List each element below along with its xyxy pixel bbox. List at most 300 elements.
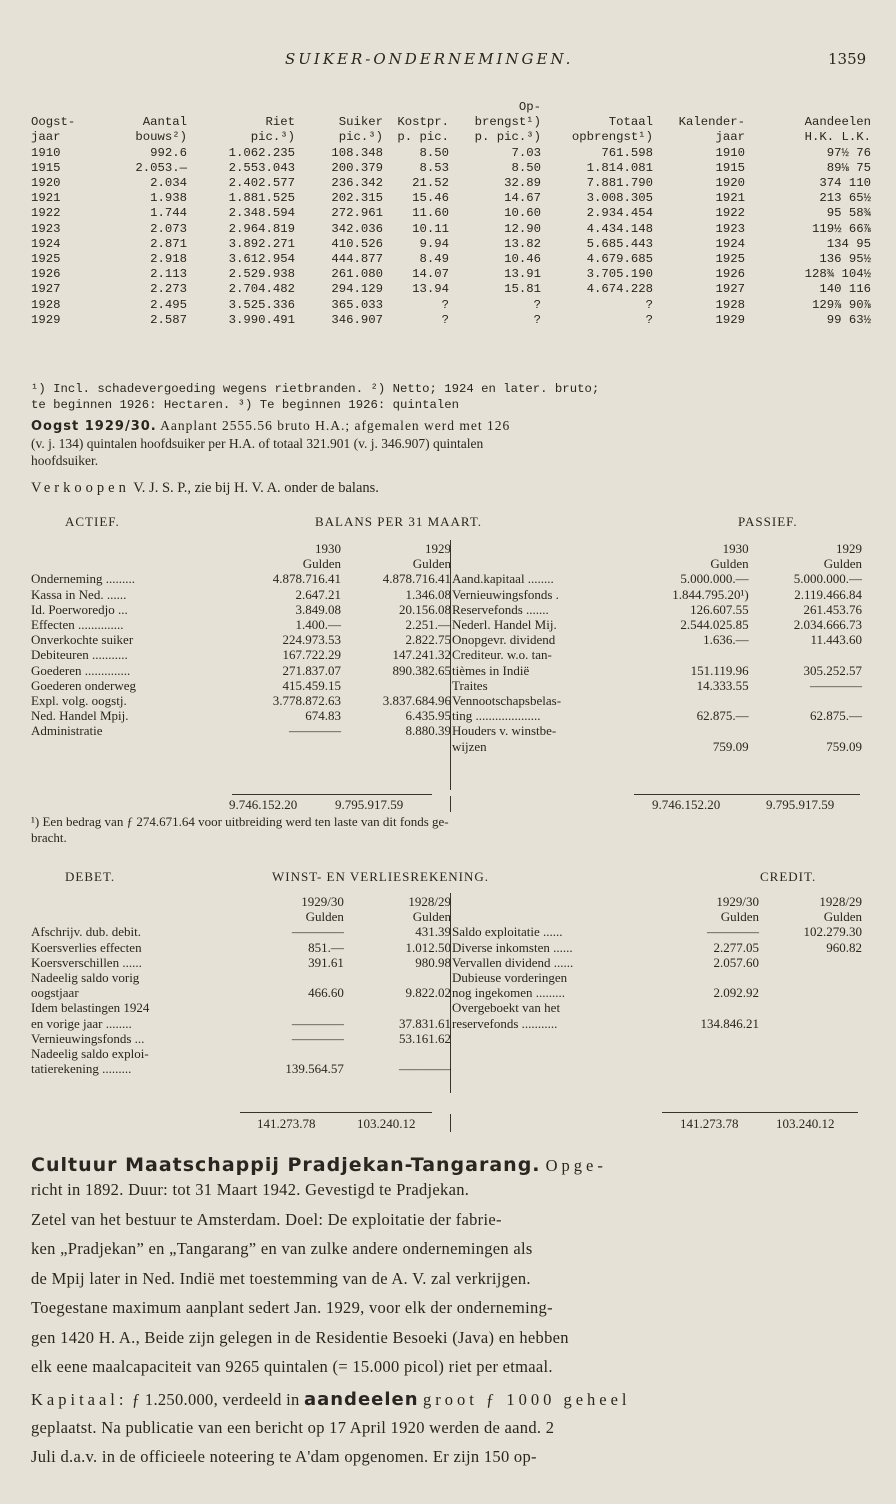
production-row-cell: 1927 — [31, 282, 61, 297]
balans-actief-sum-line — [232, 794, 432, 795]
passief-row — [452, 663, 862, 678]
credit-row-cell: 134.846.21 — [700, 1015, 759, 1031]
debet-row-cell: 53.161.62 — [399, 1030, 451, 1046]
kapitaal-label: Kapitaal: — [31, 1390, 128, 1409]
actief-row-cell: Onderneming ......... — [31, 571, 135, 587]
production-row-cell: 1922 — [715, 206, 745, 221]
year-col-2: 1929 — [836, 541, 862, 557]
winst-debet-total-1: 141.273.78 — [257, 1116, 316, 1131]
debet-row-cell: ———— — [291, 1030, 344, 1046]
production-row-cell: 1923 — [715, 221, 745, 236]
production-row-cell: 128¾ 104½ — [804, 267, 871, 282]
production-note-1: ¹) Incl. schadevergoeding wegens rietbranden. ²) Netto; 1924 en later. bruto; — [31, 382, 600, 396]
production-row-cell: 15.46 — [412, 191, 449, 206]
production-row-cell: 1.062.235 — [228, 145, 295, 160]
balans-footnote-2: bracht. — [31, 830, 67, 845]
credit-row — [452, 1016, 862, 1031]
production-row — [31, 267, 871, 282]
production-row-cell: ? — [645, 312, 653, 327]
production-row-cell: 4.674.228 — [586, 282, 653, 297]
credit-row — [452, 970, 862, 985]
production-row-cell: 1.938 — [150, 191, 187, 206]
passief-row-cell — [627, 647, 749, 662]
kapitaal-text-1: ƒ 1.250.000, verdeeld in — [131, 1390, 300, 1409]
company-text-line: de Mpij later in Ned. Indië met toestemming van de A. V. zal verkrijgen. — [31, 1268, 531, 1288]
credit-row-cell — [759, 1016, 862, 1031]
production-row-cell: 200.379 — [331, 160, 383, 175]
actief-row-cell: Id. Poerworedjo ... — [31, 601, 128, 617]
production-row-cell: 236.342 — [331, 176, 383, 191]
passief-row-cell: 11.443.60 — [810, 632, 862, 648]
winst-credit-title: CREDIT. — [760, 869, 817, 884]
column-unit-row — [31, 556, 451, 571]
company-text-line: Toegestane maximum aanplant sedert Jan. 1929, voor elk der onderneming- — [31, 1298, 553, 1317]
oogst-line-3: hoofdsuiker. — [31, 453, 99, 468]
actief-row-cell: 2.822.75 — [405, 632, 451, 648]
production-row-cell: 2.113 — [150, 267, 187, 282]
oogst-label: Oogst 1929/30. — [31, 419, 157, 434]
production-row — [31, 237, 871, 252]
passief-row — [452, 571, 862, 586]
production-row-cell: 10.60 — [504, 206, 541, 221]
debet-row-cell: Koersverschillen ...... — [31, 954, 142, 970]
passief-row — [452, 647, 862, 662]
credit-row-cell — [648, 1000, 759, 1015]
passief-row-cell: 759.09 — [826, 738, 862, 754]
column-unit-row — [452, 909, 862, 924]
year-col-1: 1929/30 — [716, 894, 759, 910]
production-row-cell: 2.587 — [150, 312, 187, 327]
production-row-cell: 99 63½ — [826, 312, 871, 327]
debet-row-cell: 391.61 — [308, 954, 344, 970]
actief-row-cell: 3.837.684.96 — [382, 692, 451, 708]
production-row-cell: 8.53 — [419, 160, 449, 175]
passief-row — [452, 587, 862, 602]
production-header-row-cell: Op- — [518, 100, 541, 115]
production-row-cell: ? — [533, 297, 541, 312]
balans-title: BALANS PER 31 MAART. — [315, 514, 483, 529]
debet-row-cell: 1.012.50 — [405, 939, 451, 955]
production-row-cell: 992.6 — [150, 145, 187, 160]
credit-row — [452, 924, 862, 939]
actief-row — [31, 587, 451, 602]
passief-row-cell: 759.09 — [712, 738, 749, 754]
production-header-row-cell — [31, 100, 99, 115]
production-row-cell: 2.034 — [150, 176, 187, 191]
blank — [31, 541, 237, 556]
actief-row-cell: 167.722.29 — [282, 647, 341, 663]
production-row — [31, 252, 871, 267]
credit-row-cell: 2.092.92 — [713, 985, 759, 1001]
production-row-cell: 14.67 — [504, 191, 541, 206]
actief-row-cell: Debiteuren ........... — [31, 647, 128, 663]
blank — [452, 894, 648, 909]
production-header-row-cell — [653, 100, 745, 115]
verkoopen-label: Verkoopen — [31, 480, 130, 496]
production-row-cell: 11.60 — [412, 206, 449, 221]
production-row-cell: 342.036 — [331, 221, 383, 236]
production-row-cell: 1915 — [31, 160, 61, 175]
actief-row-cell: 6.435.95 — [405, 708, 451, 724]
production-row-cell: 136 95½ — [819, 251, 871, 266]
production-row-cell: 119½ 66⅞ — [811, 221, 871, 236]
actief-row — [31, 617, 451, 632]
passief-row-cell — [749, 693, 862, 708]
actief-row-cell: 4.878.716.41 — [272, 571, 341, 587]
passief-row-cell: ———— — [810, 677, 862, 693]
kapitaal-aandeelen: aandeelen — [303, 1389, 419, 1410]
passief-row-cell: 62.875.— — [810, 708, 862, 724]
credit-row-cell: 2.277.05 — [713, 939, 759, 955]
company-text-line: elk eene maalcapaciteit van 9265 quintalen (= 15.000 picol) riet per etmaal. — [31, 1357, 553, 1376]
column-years-row — [452, 894, 862, 909]
production-header-row-cell: Kalender- — [678, 115, 745, 130]
credit-row-cell: Vervallen dividend ...... — [452, 954, 574, 970]
debet-row-cell: ———— — [291, 1015, 344, 1031]
debet-row-cell: Koersverlies effecten — [31, 939, 142, 955]
production-header-row — [31, 130, 871, 145]
production-row — [31, 176, 871, 191]
actief-row-cell: Administratie — [31, 723, 103, 739]
passief-row-cell: 5.000.000.— — [680, 571, 749, 587]
balans-divider-bottom — [450, 796, 451, 812]
column-years-row — [31, 541, 451, 556]
production-row-cell: 272.961 — [331, 206, 383, 221]
actief-row-cell: 3.849.08 — [295, 601, 341, 617]
credit-row-cell: nog ingekomen ......... — [452, 985, 566, 1001]
passief-row — [452, 723, 862, 738]
passief-row-cell: 2.034.666.73 — [793, 617, 862, 633]
production-note-2: te beginnen 1926: Hectaren. ³) Te beginnen 1926: quintalen — [31, 398, 460, 412]
debet-row-cell: Idem belastingen 1924 — [31, 1000, 150, 1016]
production-row — [31, 297, 871, 312]
production-row-cell: 89⅛ 75 — [826, 160, 871, 175]
passief-row-cell: 14.333.55 — [696, 677, 749, 693]
production-row-cell: 13.91 — [504, 267, 541, 282]
winst-debet-table — [31, 894, 451, 1076]
production-header-row-cell: Oogst- — [31, 115, 76, 130]
kapitaal-text-2: groot ƒ 1000 geheel — [423, 1390, 631, 1409]
production-row-cell: 1.744 — [150, 206, 187, 221]
production-header-row-cell: bouws²) — [135, 130, 187, 145]
unit-col-1: Gulden — [710, 556, 749, 572]
debet-row — [31, 985, 451, 1000]
kapitaal-line — [31, 1389, 631, 1410]
production-row-cell: 3.705.190 — [586, 267, 653, 282]
actief-row-cell: 2.647.21 — [295, 586, 341, 602]
debet-row — [31, 1000, 451, 1015]
production-header-row — [31, 100, 871, 115]
production-row-cell: 761.598 — [601, 145, 653, 160]
production-row-cell: 2.871 — [150, 236, 187, 251]
production-row-cell: 1924 — [715, 236, 745, 251]
production-row — [31, 191, 871, 206]
balans-actief-table — [31, 541, 451, 738]
passief-row-cell: wijzen — [452, 738, 487, 754]
production-row-cell: 1915 — [715, 160, 745, 175]
passief-row-cell: 2.544.025.85 — [680, 617, 749, 633]
production-header-row-cell: Aandeelen — [804, 115, 871, 130]
passief-row-cell: 2.119.466.84 — [794, 586, 862, 602]
debet-row — [31, 955, 451, 970]
year-col-2: 1928/29 — [408, 894, 451, 910]
production-row-cell: 3.892.271 — [228, 236, 295, 251]
winst-credit-table — [452, 894, 862, 1031]
debet-row-cell: ———— — [291, 924, 344, 940]
production-row-cell: 1925 — [31, 251, 61, 266]
production-row-cell: 129⅞ 90⅞ — [811, 297, 871, 312]
passief-row-cell: Aand.kapitaal ........ — [452, 571, 554, 587]
actief-row-cell: 3.778.872.63 — [272, 692, 341, 708]
credit-row-cell: Overgeboekt van het — [452, 1000, 561, 1016]
column-years-row — [31, 894, 451, 909]
production-header-row-cell: pic.³) — [338, 130, 383, 145]
unit-col-1: Gulden — [720, 909, 759, 925]
passief-row — [452, 617, 862, 632]
production-row-cell: 365.033 — [331, 297, 383, 312]
company-text-line: Zetel van het bestuur te Amsterdam. Doel: De exploitatie der fabrie- — [31, 1209, 502, 1229]
production-row-cell: 32.89 — [504, 176, 541, 191]
production-row-cell: 2.529.938 — [228, 267, 295, 282]
blank — [452, 909, 648, 924]
actief-row-cell: Ned. Handel Mpij. — [31, 708, 129, 724]
debet-row-cell: Afschrijv. dub. debit. — [31, 924, 141, 940]
passief-row-cell: 1.636.— — [703, 632, 749, 648]
production-row-cell: 8.50 — [511, 160, 541, 175]
actief-row-cell: Goederen .............. — [31, 662, 131, 678]
actief-row — [31, 723, 451, 738]
production-row-cell: 7.03 — [511, 145, 541, 160]
actief-row — [31, 708, 451, 723]
passief-row-cell: Onopgevr. dividend — [452, 632, 556, 648]
credit-row-cell: 102.279.30 — [803, 924, 862, 940]
company-name: Cultuur Maatschappij Pradjekan-Tangarang. — [31, 1154, 541, 1176]
production-row-cell: 1924 — [31, 236, 61, 251]
oogst-line-2: (v. j. 134) quintalen hoofdsuiker per H.A. of totaal 321.901 (v. j. 346.907) quintalen — [31, 436, 484, 451]
debet-row-cell: 9.822.02 — [405, 985, 451, 1001]
balans-passief-title: PASSIEF. — [738, 514, 798, 529]
year-col-2: 1929 — [425, 541, 451, 557]
oogst-paragraph — [31, 418, 510, 434]
verkoopen-line — [31, 480, 379, 497]
production-header-row-cell: opbrengst¹) — [571, 130, 653, 145]
balans-footnote: ¹) Een bedrag van ƒ 274.671.64 voor uitbreiding werd ten laste van dit fonds ge- — [31, 814, 449, 829]
credit-row — [452, 940, 862, 955]
actief-row-cell: Expl. volg. oogstj. — [31, 692, 127, 708]
production-row-cell: 1926 — [31, 267, 61, 282]
actief-row-cell: 8.880.39 — [405, 723, 451, 739]
production-row — [31, 222, 871, 237]
actief-row-cell: 224.973.53 — [282, 632, 341, 648]
actief-row-cell: 4.878.716.41 — [382, 571, 451, 587]
passief-row-cell — [627, 693, 749, 708]
production-row-cell: 2.495 — [150, 297, 187, 312]
actief-row-cell: 674.83 — [305, 708, 341, 724]
passief-row-cell — [749, 647, 862, 662]
production-row-cell: 9.94 — [419, 236, 449, 251]
passief-row — [452, 693, 862, 708]
winst-divider-bottom — [450, 1114, 451, 1132]
credit-row-cell: Saldo exploitatie ...... — [452, 924, 563, 940]
blank — [452, 556, 627, 571]
passief-row-cell — [749, 723, 862, 738]
credit-row-cell — [759, 1000, 862, 1015]
column-unit-row — [31, 909, 451, 924]
production-header-row-cell — [99, 100, 187, 115]
credit-row-cell — [759, 985, 862, 1000]
passief-row-cell: tièmes in Indië — [452, 662, 530, 678]
actief-row-cell: 147.241.32 — [392, 647, 451, 663]
balans-passief-total-1929: 9.795.917.59 — [766, 797, 835, 812]
debet-row-cell: 851.— — [308, 939, 344, 955]
balans-passief-sum-line — [634, 794, 860, 795]
winst-title: WINST- EN VERLIESREKENING. — [272, 869, 490, 884]
year-col-1: 1930 — [314, 541, 341, 557]
debet-row-cell — [344, 1000, 451, 1015]
production-row-cell: ? — [441, 312, 449, 327]
production-row-cell: 2.348.594 — [228, 206, 295, 221]
winst-debet-title: DEBET. — [65, 869, 116, 884]
winst-credit-sum-line — [662, 1112, 858, 1113]
production-row-cell: 3.525.336 — [228, 297, 295, 312]
production-row-cell: 12.90 — [504, 221, 541, 236]
production-table — [31, 100, 871, 328]
production-row-cell: 2.964.819 — [228, 221, 295, 236]
production-row-cell: 108.348 — [331, 145, 383, 160]
passief-row — [452, 738, 862, 753]
production-row-cell: 8.49 — [419, 251, 449, 266]
company-text-line: richt in 1892. Duur: tot 31 Maart 1942. Gevestigd te Pradjekan. — [31, 1180, 470, 1199]
production-row — [31, 161, 871, 176]
debet-row-cell: 37.831.61 — [399, 1015, 451, 1031]
credit-row — [452, 985, 862, 1000]
verkoopen-text: V. J. S. P., zie bij H. V. A. onder de balans. — [133, 480, 379, 496]
debet-row-cell: 980.98 — [415, 954, 451, 970]
credit-row-cell: Diverse inkomsten ...... — [452, 939, 573, 955]
production-row-cell: 7.881.790 — [586, 176, 653, 191]
production-row-cell: 261.080 — [331, 267, 383, 282]
credit-row-cell: 2.057.60 — [713, 954, 759, 970]
unit-col-2: Gulden — [412, 556, 451, 572]
production-header-row-cell: pic.³) — [250, 130, 295, 145]
passief-row-cell: 305.252.57 — [803, 662, 862, 678]
passief-row — [452, 678, 862, 693]
winst-debet-sum-line — [240, 1112, 432, 1113]
actief-row-cell: 271.837.07 — [282, 662, 341, 678]
production-row-cell: 21.52 — [412, 176, 449, 191]
production-row-cell: 410.526 — [331, 236, 383, 251]
production-row-cell: 97½ 76 — [826, 145, 871, 160]
passief-row-cell: 5.000.000.— — [793, 571, 862, 587]
production-header-row-cell: H.K. L.K. — [804, 130, 871, 145]
production-header-row — [31, 115, 871, 130]
year-col-1: 1930 — [722, 541, 749, 557]
debet-row-cell: tatierekening ......... — [31, 1061, 132, 1077]
passief-row-cell: Houders v. winstbe- — [452, 723, 557, 739]
production-row-cell: 13.82 — [504, 236, 541, 251]
production-header-row-cell — [295, 100, 383, 115]
passief-row-cell: 261.453.76 — [803, 601, 862, 617]
production-row-cell: 1926 — [715, 267, 745, 282]
debet-row — [31, 1046, 451, 1061]
balans-actief-title: ACTIEF. — [65, 514, 120, 529]
production-header-row-cell: jaar — [31, 130, 61, 145]
production-header-row-cell: Kostpr. — [397, 115, 449, 130]
balans-passief-total-1930: 9.746.152.20 — [652, 797, 721, 812]
debet-row-cell: ———— — [399, 1061, 451, 1077]
passief-row-cell: ting .................... — [452, 708, 541, 724]
debet-row-cell: Vernieuwingsfonds ... — [31, 1030, 145, 1046]
unit-col-2: Gulden — [823, 556, 862, 572]
passief-row — [452, 632, 862, 647]
production-header-row-cell — [187, 100, 295, 115]
production-row-cell: 10.11 — [412, 221, 449, 236]
production-header-row-cell: p. pic. — [397, 130, 449, 145]
production-row-cell: 2.918 — [150, 251, 187, 266]
production-row-cell: 1920 — [715, 176, 745, 191]
actief-row-cell: 1.400.— — [295, 617, 341, 633]
production-row-cell: 1921 — [715, 191, 745, 206]
year-col-1: 1929/30 — [301, 894, 344, 910]
production-header-row-cell: jaar — [715, 130, 745, 145]
credit-row-cell: 960.82 — [826, 939, 862, 955]
passief-row-cell: Vernieuwingsfonds . — [452, 586, 559, 602]
column-unit-row — [452, 556, 862, 571]
balans-passief-table — [452, 541, 862, 754]
production-header-row-cell: p. pic.³) — [474, 130, 541, 145]
production-row-cell: 1910 — [31, 145, 61, 160]
credit-row-cell: Dubieuse vorderingen — [452, 970, 568, 986]
company-intro: Opge- — [545, 1156, 607, 1175]
production-row-cell: 1928 — [715, 297, 745, 312]
company-text-line: ken „Pradjekan” en „Tangarang” en van zulke andere ondernemingen als — [31, 1239, 533, 1258]
blank — [31, 909, 241, 924]
passief-row-cell: 151.119.96 — [690, 662, 749, 678]
production-row — [31, 146, 871, 161]
company-text-line: geplaatst. Na publicatie van een bericht op 17 April 1920 werden de aand. 2 — [31, 1418, 555, 1437]
production-row-cell: 10.46 — [504, 251, 541, 266]
production-row-cell: 4.679.685 — [586, 251, 653, 266]
production-row-cell: 15.81 — [504, 282, 541, 297]
production-row — [31, 313, 871, 328]
production-row-cell: 1923 — [31, 221, 61, 236]
passief-row-cell: 126.607.55 — [690, 601, 749, 617]
passief-row-cell: Vennootschapsbelas- — [452, 692, 562, 708]
debet-row-cell — [241, 970, 344, 985]
actief-row-cell — [341, 678, 451, 693]
debet-row — [31, 1016, 451, 1031]
debet-row-cell — [344, 970, 451, 985]
winst-credit-total-2: 103.240.12 — [776, 1116, 835, 1131]
credit-row — [452, 1000, 862, 1015]
actief-row-cell: 415.459.15 — [282, 677, 341, 693]
balans-actief-total-1929: 9.795.917.59 — [335, 797, 404, 812]
credit-row-cell — [759, 970, 862, 985]
actief-row-cell: 1.346.08 — [405, 586, 451, 602]
debet-row-cell: Nadeelig saldo vorig — [31, 970, 140, 986]
production-row-cell: 3.612.954 — [228, 251, 295, 266]
debet-row-cell: en vorige jaar ........ — [31, 1015, 132, 1031]
debet-row-cell — [344, 1046, 451, 1061]
debet-row — [31, 940, 451, 955]
actief-row — [31, 647, 451, 662]
debet-row-cell — [241, 1046, 344, 1061]
production-row-cell: 1921 — [31, 191, 61, 206]
actief-row-cell: Effecten .............. — [31, 617, 124, 633]
passief-row-cell: Nederl. Handel Mij. — [452, 617, 557, 633]
production-row-cell: 5.685.443 — [586, 236, 653, 251]
unit-col-1: Gulden — [302, 556, 341, 572]
